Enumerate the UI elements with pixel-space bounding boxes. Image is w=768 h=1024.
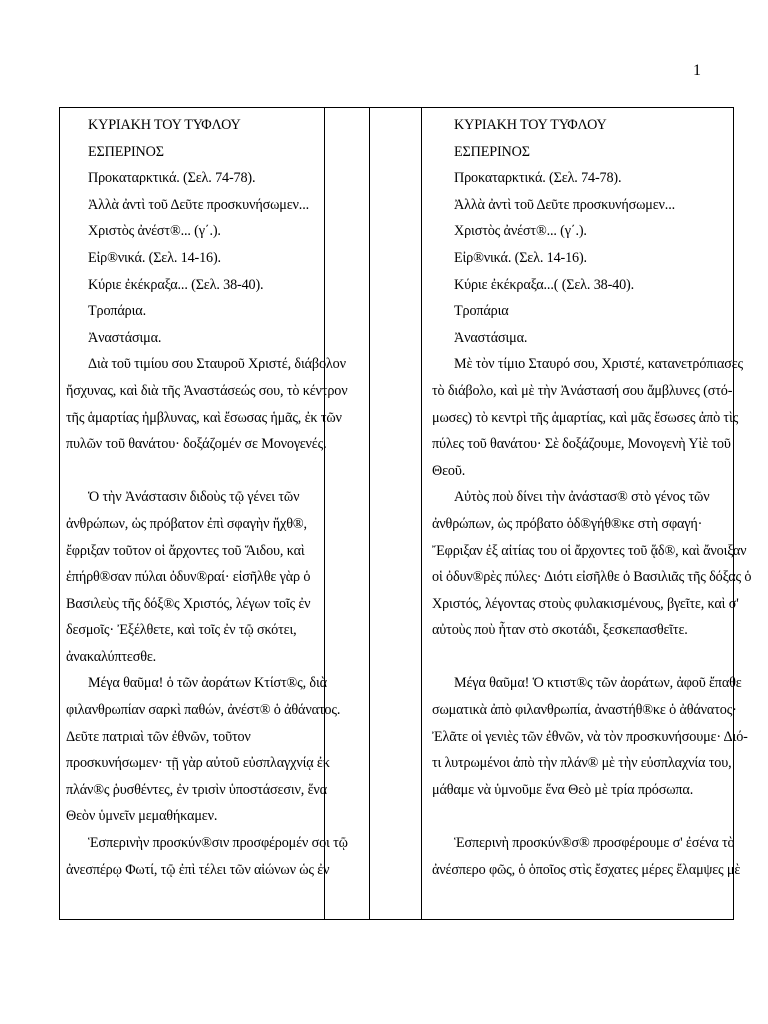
right-text-line: ΕΣΠΕΡΙΝΟΣ: [454, 143, 530, 160]
left-text-line: Μέγα θαῦμα! ὁ τῶν ἀοράτων Κτίστ®ς, διὰ: [88, 675, 327, 692]
left-text-line: Προκαταρκτικά. (Σελ. 74-78).: [88, 170, 256, 187]
left-text-line: ΚΥΡΙΑΚΗ ΤΟΥ ΤΥΦΛΟΥ: [88, 117, 241, 133]
left-text-line: φιλανθρωπίαν σαρκὶ παθών, ἀνέστ® ὁ ἀθάνατος.: [66, 702, 341, 719]
right-text-line: Ἐλᾶτε οἱ γενιὲς τῶν ἐθνῶν, νὰ τὸν προσκυνήσουμε· Διό-: [432, 728, 748, 745]
right-text-line: σωματικὰ ἀπὸ φιλανθρωπία, ἀναστήθ®κε ὁ ἀθάνατος·: [432, 702, 737, 719]
left-text-line: ἔφριξαν τοῦτον οἱ ἄρχοντες τοῦ Ἅιδου, καὶ: [66, 542, 305, 559]
right-text-line: Τροπάρια: [454, 303, 509, 320]
page-number: 1: [693, 62, 701, 79]
right-text-line: Χριστὸς ἀνέστ®... (γ΄.).: [454, 223, 587, 240]
left-text-line: ΕΣΠΕΡΙΝΟΣ: [88, 143, 164, 160]
modern-greek-text: [422, 108, 752, 883]
parallel-text-table: [59, 107, 752, 920]
right-text-line: ΚΥΡΙΑΚΗ ΤΟΥ ΤΥΦΛΟΥ: [454, 117, 607, 133]
left-text-line: πυλῶν τοῦ θανάτου· δοξάζομέν σε Μονογενές.: [66, 436, 327, 453]
right-text-line: μάθαμε νὰ ὑμνοῦμε ἕνα Θεὸ μὲ τρία πρόσωπα.: [432, 781, 694, 798]
right-text-line: Ἑσπερινὴ προσκύν®σ® προσφέρουμε σ' ἐσένα τὸ: [454, 835, 735, 852]
left-text-line: Κύριε ἐκέκραξα... (Σελ. 38-40).: [88, 276, 264, 293]
right-text-line: Αὐτὸς ποὺ δίνει τὴν ἀνάστασ® στὸ γένος τῶν: [454, 489, 710, 506]
right-text-line: Θεοῦ.: [432, 462, 466, 479]
left-text-line: Ἑσπερινὴν προσκύν®σιν προσφέρομέν σοι τῷ: [88, 835, 348, 852]
left-text-line: Θεὸν ὑμνεῖν μεμαθήκαμεν.: [66, 808, 218, 825]
left-text-line: ἤσχυνας, καὶ διὰ τῆς Ἀναστάσεώς σου, τὸ κέντρον: [66, 382, 348, 399]
left-text-line: ἀνακαλύπτεσθε.: [66, 648, 157, 665]
right-text-line: πύλες τοῦ θανάτου· Σὲ δοξάζουμε, Μονογενὴ Υἱὲ τοῦ: [432, 436, 731, 453]
right-text-line: Προκαταρκτικά. (Σελ. 74-78).: [454, 170, 622, 187]
left-text-line: Βασιλεὺς τῆς δόξ®ς Χριστός, λέγων τοῖς ἐν: [66, 595, 311, 612]
left-text-line: Τροπάρια.: [88, 303, 146, 320]
modern-greek-column: [422, 108, 752, 919]
left-text-line: ἐπήρθ®σαν πύλαι ὀδυν®ραί· εἰσῆλθε γὰρ ὁ: [66, 569, 311, 586]
right-text-line: Ἀλλὰ ἀντὶ τοῦ Δεῦτε προσκυνήσωμεν...: [454, 196, 675, 213]
right-text-line: τι λυτρωμένοι ἀπὸ τὴν πλάν® μὲ τὴν εὐσπλαχνία του,: [432, 755, 732, 772]
right-text-line: μωσες) τὸ κεντρὶ τῆς ἁμαρτίας, καὶ μᾶς ἔσωσες ἀπὸ τὶς: [432, 409, 739, 426]
left-text-line: πλάν®ς ῥυσθέντες, ἐν τρισὶν ὑποστάσεσιν, ἕνα: [66, 781, 327, 798]
left-text-line: δεσμοῖς· Ἐξέλθετε, καὶ τοῖς ἐν τῷ σκότει,: [66, 622, 297, 639]
left-text-line: προσκυνήσωμεν· τῇ γὰρ αὐτοῦ εὐσπλαγχνίᾳ ἐκ: [66, 755, 330, 772]
left-text-line: τῆς ἁμαρτίας ἠμβλυνας, καὶ ἔσωσας ἡμᾶς, ἐκ τῶν: [66, 409, 342, 426]
right-text-line: ἀνέσπερο φῶς, ὁ ὁποῖος στὶς ἔσχατες μέρες ἔλαμψες μὲ: [432, 861, 741, 878]
right-text-line: αὐτοὺς ποὺ ἦταν στὸ σκοτάδι, ξεσκεπασθεῖτε.: [432, 622, 688, 639]
left-text-line: Διὰ τοῦ τιμίου σου Σταυροῦ Χριστέ, διάβολον: [88, 356, 346, 373]
right-text-line: ἀνθρώπων, ὡς πρόβατο ὁδ®γήθ®κε στὴ σφαγή·: [432, 515, 703, 532]
empty-column-1: [325, 108, 370, 919]
left-text-line: Ὁ τὴν Ἀνάστασιν διδοὺς τῷ γένει τῶν: [88, 489, 300, 506]
left-text-line: Ἀλλὰ ἀντὶ τοῦ Δεῦτε προσκυνήσωμεν...: [88, 196, 309, 213]
left-text-line: Χριστὸς ἀνέστ®... (γ΄.).: [88, 223, 221, 240]
left-text-line: ἀνθρώπων, ὡς πρόβατον ἐπὶ σφαγὴν ἤχθ®,: [66, 515, 307, 532]
right-text-line: [432, 803, 729, 830]
left-text-line: Δεῦτε πατριαὶ τῶν ἐθνῶν, τοῦτον: [66, 728, 251, 745]
left-text-line: ἀνεσπέρῳ Φωτί, τῷ ἐπὶ τέλει τῶν αἰώνων ὡς ἐν: [66, 861, 330, 878]
ancient-greek-text: [60, 108, 348, 883]
right-text-line: Μὲ τὸν τίμιο Σταυρό σου, Χριστέ, κατανετρόπιασες: [454, 356, 744, 373]
right-text-line: Ἔφριξαν ἐξ αἰτίας του οἱ ἄρχοντες τοῦ ᾅδ®, καὶ ἄνοιξαν: [432, 542, 747, 559]
right-text-line: Ἀναστάσιμα.: [454, 329, 528, 346]
left-text-line: Ἀναστάσιμα.: [88, 329, 162, 346]
ancient-greek-column: [60, 108, 348, 919]
right-text-line: Εἰρ®νικά. (Σελ. 14-16).: [454, 249, 587, 266]
empty-column-2: [370, 108, 422, 919]
right-text-line: Χριστός, λέγοντας στοὺς φυλακισμένους, βγεῖτε, καὶ σ': [432, 595, 739, 612]
right-text-line: Κύριε ἐκέκραξα...( (Σελ. 38-40).: [454, 276, 635, 293]
right-text-line: οἱ ὀδυν®ρὲς πύλες· Διότι εἰσῆλθε ὁ Βασιλιᾶς τῆς δόξας ὁ: [432, 569, 752, 586]
left-text-line: [66, 458, 320, 485]
left-text-line: Εἰρ®νικά. (Σελ. 14-16).: [88, 249, 221, 266]
right-text-line: Μέγα θαῦμα! Ὁ κτιστ®ς τῶν ἀοράτων, ἀφοῦ ἔπαθε: [454, 675, 742, 692]
right-text-line: τὸ διάβολο, καὶ μὲ τὴν Ἀνάστασή σου ἄμβλυνες (στό-: [432, 382, 733, 399]
right-text-line: [432, 644, 729, 671]
